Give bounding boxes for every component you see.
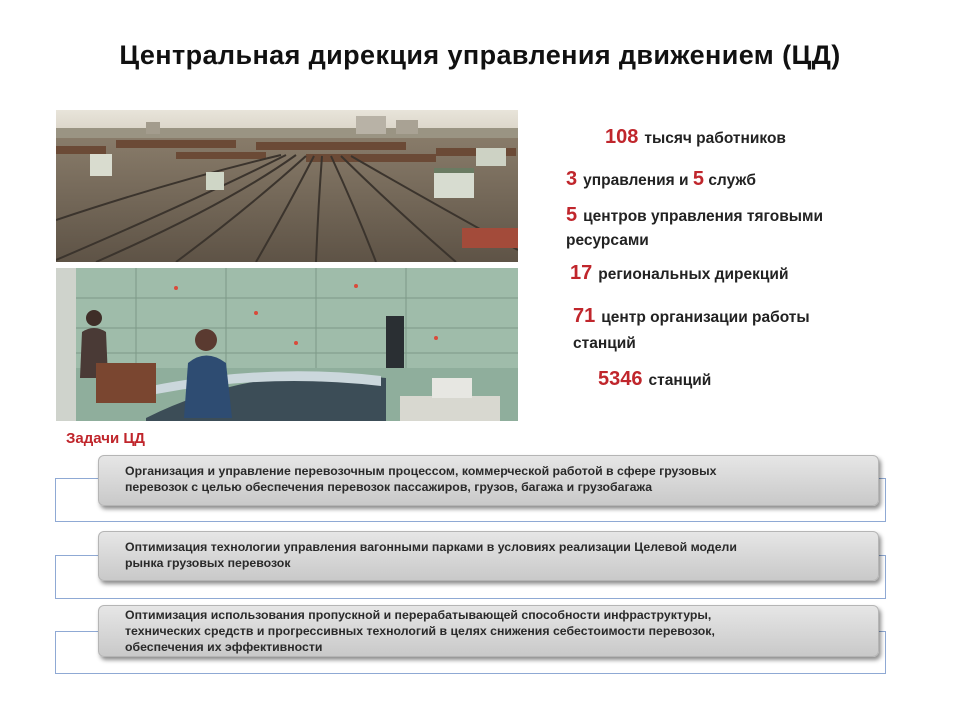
stat-station-centers-number: 71 <box>573 305 596 327</box>
stat-stations <box>598 366 711 394</box>
stat-workers <box>605 124 786 152</box>
stat-directorates-number: 3 <box>566 168 578 190</box>
stat-stations-number: 5346 <box>598 368 643 390</box>
stat-station-centers <box>573 303 810 357</box>
task-3-line-2: технических средств и прогрессивных технологий в целях снижения себестоимости перевозок, <box>125 624 715 638</box>
task-1-line-2: перевозок с целью обеспечения перевозок пассажиров, грузов, багажа и грузобагажа <box>125 480 653 494</box>
stat-regional-text: региональных дирекций <box>598 266 789 283</box>
page-title: Центральная дирекция управления движением (ЦД) <box>119 40 841 70</box>
tasks-heading: Задачи ЦД <box>66 430 145 447</box>
rail-yard-photo <box>56 110 518 262</box>
stat-station-centers-text-line2: станций <box>573 335 636 352</box>
stat-station-centers-text: центр организации работы <box>601 309 810 326</box>
stat-directorates-text: управления и <box>583 172 689 189</box>
task-1-bar <box>98 455 879 506</box>
stat-regional-number: 17 <box>570 262 593 284</box>
task-3-bar <box>98 605 879 657</box>
task-2-line-1: Оптимизация технологии управления вагонными парками в условиях реализации Целевой модели <box>125 540 737 554</box>
task-2-line-2: рынка грузовых перевозок <box>125 556 291 570</box>
task-1-line-1: Организация и управление перевозочным процессом, коммерческой работой в сфере грузовых <box>125 464 717 478</box>
task-3-line-1: Оптимизация использования пропускной и перерабатывающей способности инфраструктуры, <box>125 608 712 622</box>
task-3-line-3: обеспечения их эффективности <box>125 640 323 654</box>
stat-workers-text: тысяч работников <box>644 130 786 147</box>
stat-services-number: 5 <box>692 168 704 190</box>
stat-services-text: служб <box>708 172 756 189</box>
stat-traction-text-line2: ресурсами <box>566 232 649 249</box>
stat-traction-centers <box>566 203 823 253</box>
stat-regional <box>570 260 788 288</box>
stat-traction-text: центров управления тяговыми <box>583 208 824 225</box>
stat-traction-number: 5 <box>566 204 578 226</box>
dispatch-control-room-photo <box>56 268 518 421</box>
stat-workers-number: 108 <box>605 126 639 148</box>
stat-directorates <box>566 166 756 194</box>
stat-stations-text: станций <box>648 372 712 389</box>
task-2-bar <box>98 531 879 581</box>
